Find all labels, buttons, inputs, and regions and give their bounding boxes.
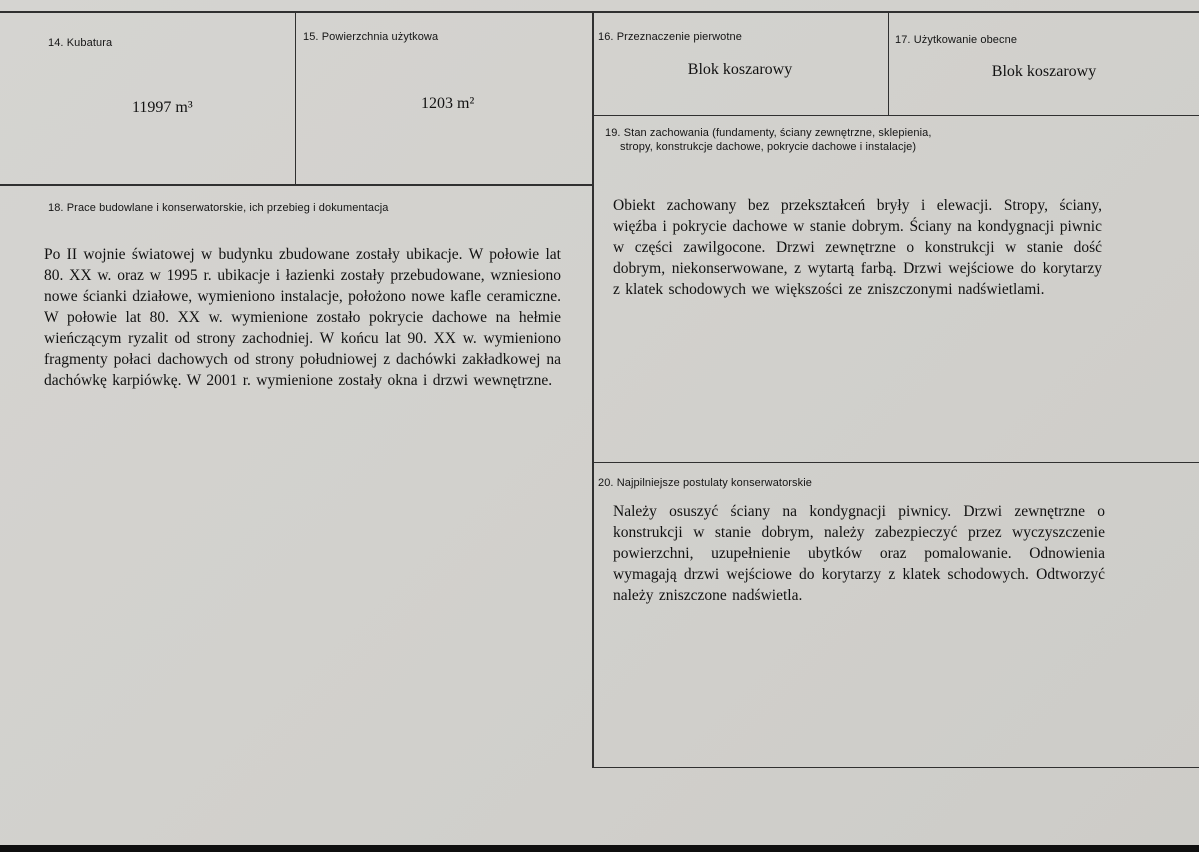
field-14-value: 11997 m³ [132,99,193,116]
field-15-label: 15. Powierzchnia użytkowa [303,31,439,43]
field-17-label: 17. Użytkowanie obecne [895,34,1018,46]
center-vertical-line [592,12,594,768]
field-20-label: 20. Najpilniejsze postulaty konserwatorskie [598,477,813,489]
right-bottom-line [592,767,1199,768]
field-17-value: Blok koszarowy [991,63,1097,80]
field-14-label: 14. Kubatura [48,37,113,49]
left-row-bottom-line [0,184,593,186]
scan-bottom-edge [0,845,1199,852]
field-18-label: 18. Prace budowlane i konserwatorskie, ich przebieg i dokumentacja [48,202,389,214]
right-row1-bottom-line [592,115,1199,116]
right-row2-bottom-line [592,462,1199,463]
field-19-text: Obiekt zachowany bez przekształceń bryły i elewacji. Stropy, ściany, więźba i pokrycie dachowe w stanie dobrym. Ściany na kondygnacji piwnic w części zawilgocone. Drzwi zewnętrzne o konstrukcji w stanie dość dobrym, niekonserwowane, z wytartą farbą. Drzwi wejściowe do korytarzy z klatek schodowych we większości ze zniszczonymi nadświetlami. [613,197,1102,298]
top-border-line [0,11,1199,13]
field-19-label: 19. Stan zachowania (fundamenty, ściany zewnętrzne, sklepienia, stropy, konstrukcje dachowe, pokrycie dachowe i instalacje) [605,127,932,153]
field-15-value: 1203 m² [421,95,475,112]
field-16-value: Blok koszarowy [687,61,793,78]
field-16-label: 16. Przeznaczenie pierwotne [598,31,742,43]
field-20-text: Należy osuszyć ściany na kondygnacji piwnicy. Drzwi zewnętrzne o konstrukcji w stanie dobrym, należy zabezpieczyć przez wyczyszczenie powierzchni, uzupełnienie ubytków oraz pomalowanie. Odnowienia wymagają drzwi wejściowe do korytarzy z klatek schodowych. Odtworzyć należy zniszczone nadświetla. [613,503,1105,604]
field-18-text: Po II wojnie światowej w budynku zbudowane zostały ubikacje. W połowie lat 80. XX w. oraz w 1995 r. ubikacje i łazienki zostały przebudowane, wzniesiono nowe ścianki działowe, wymieniono instalacje, położono nowe kafle ceramiczne. W połowie lat 80. XX w. wymienione zostało pokrycie dachowe na hełmie wieńczącym ryzalit od strony zachodniej. W końcu lat 90. XX w. wymieniono fragmenty połaci dachowych od strony południowej z dachówki zakładkowej na dachówkę karpiówkę. W 2001 r. wymienione zostały okna i drzwi wewnętrzne. [44,246,561,389]
divider-field14-field15 [295,12,296,185]
